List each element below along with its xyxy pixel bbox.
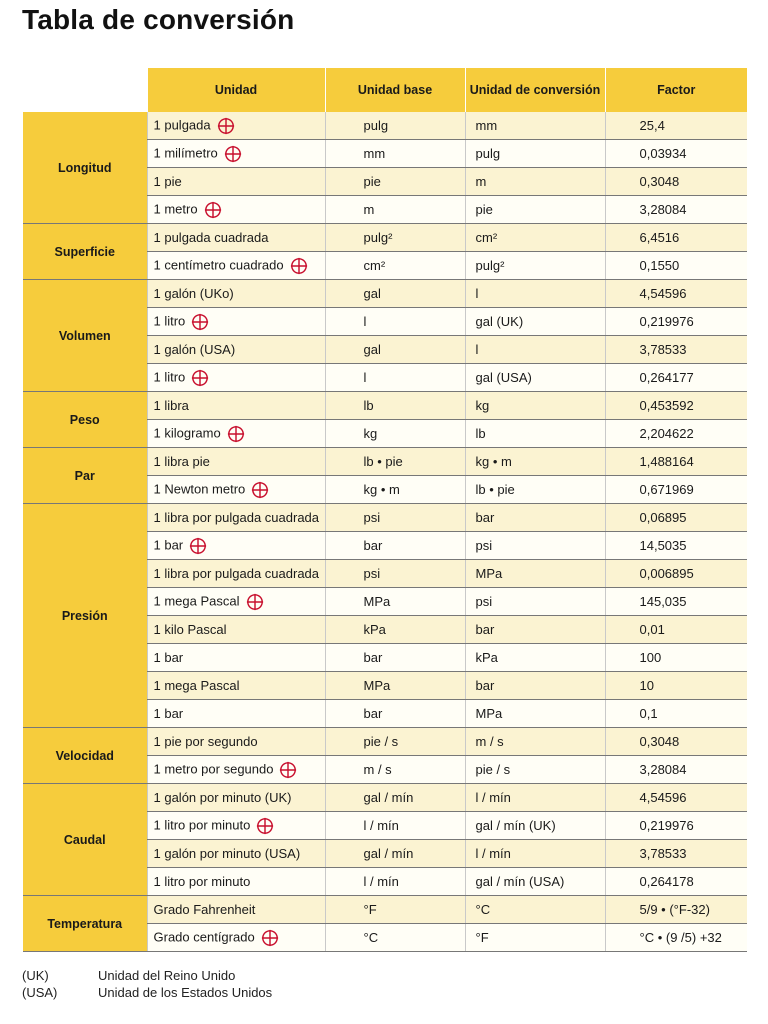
unit-cell xyxy=(147,196,325,224)
crosshair-icon xyxy=(256,817,274,835)
factor-cell: 3,78533 xyxy=(605,336,747,364)
factor-cell: 14,5035 xyxy=(605,532,747,560)
crosshair-icon xyxy=(246,593,264,611)
base-unit-cell: bar xyxy=(325,644,465,672)
factor-cell: 0,219976 xyxy=(605,308,747,336)
conversion-unit-cell: m xyxy=(465,168,605,196)
unit-cell xyxy=(147,700,325,728)
factor-cell: 0,06895 xyxy=(605,504,747,532)
unit-label: 1 mega Pascal xyxy=(153,678,240,693)
base-unit-cell: psi xyxy=(325,504,465,532)
table-row xyxy=(23,896,747,924)
category-cell: Par xyxy=(23,448,147,504)
conversion-table xyxy=(23,68,747,952)
conversion-unit-cell: l / mín xyxy=(465,784,605,812)
crosshair-icon xyxy=(217,117,235,135)
unit-cell xyxy=(147,168,325,196)
base-unit-cell: mm xyxy=(325,140,465,168)
conversion-unit-cell: gal (USA) xyxy=(465,364,605,392)
conversion-unit-cell: gal (UK) xyxy=(465,308,605,336)
unit-cell xyxy=(147,392,325,420)
header-base-unit: Unidad base xyxy=(325,68,465,112)
unit-label: 1 litro por minuto xyxy=(153,816,251,832)
unit-label: 1 pulgada xyxy=(153,116,211,132)
conversion-unit-cell: bar xyxy=(465,616,605,644)
unit-cell xyxy=(147,924,325,952)
factor-cell: 0,264177 xyxy=(605,364,747,392)
factor-cell: 0,1550 xyxy=(605,252,747,280)
unit-cell xyxy=(147,616,325,644)
unit-cell xyxy=(147,644,325,672)
crosshair-icon xyxy=(189,537,207,555)
base-unit-cell: lb • pie xyxy=(325,448,465,476)
table-row xyxy=(23,784,747,812)
unit-cell xyxy=(147,560,325,588)
base-unit-cell: pie xyxy=(325,168,465,196)
base-unit-cell: gal / mín xyxy=(325,784,465,812)
conversion-unit-cell: pie / s xyxy=(465,756,605,784)
unit-label: 1 galón por minuto (USA) xyxy=(153,846,301,861)
category-cell: Longitud xyxy=(23,112,147,224)
unit-cell xyxy=(147,364,325,392)
unit-label: 1 libra pie xyxy=(153,454,210,469)
unit-label: 1 litro xyxy=(153,368,186,384)
unit-cell xyxy=(147,896,325,924)
unit-label: 1 galón (USA) xyxy=(153,342,236,357)
table-row xyxy=(23,112,747,140)
crosshair-icon xyxy=(204,201,222,219)
base-unit-cell: l xyxy=(325,364,465,392)
table-row xyxy=(23,392,747,420)
conversion-unit-cell: psi xyxy=(465,532,605,560)
unit-label: 1 libra por pulgada cuadrada xyxy=(153,566,320,581)
factor-cell: 0,671969 xyxy=(605,476,747,504)
unit-label: 1 litro xyxy=(153,312,186,328)
unit-label: 1 centímetro cuadrado xyxy=(153,256,284,272)
base-unit-cell: pie / s xyxy=(325,728,465,756)
unit-label: 1 bar xyxy=(153,536,184,552)
footnote xyxy=(22,968,235,983)
conversion-unit-cell: °C xyxy=(465,896,605,924)
factor-cell: 4,54596 xyxy=(605,280,747,308)
unit-cell xyxy=(147,504,325,532)
unit-cell xyxy=(147,532,325,560)
base-unit-cell: kg • m xyxy=(325,476,465,504)
unit-label: 1 mega Pascal xyxy=(153,592,240,608)
unit-label: Grado centígrado xyxy=(153,928,255,944)
base-unit-cell: cm² xyxy=(325,252,465,280)
factor-cell: 2,204622 xyxy=(605,420,747,448)
unit-cell xyxy=(147,420,325,448)
factor-cell: 0,219976 xyxy=(605,812,747,840)
factor-cell: 25,4 xyxy=(605,112,747,140)
factor-cell: °C • (9 /5) +32 xyxy=(605,924,747,952)
unit-cell xyxy=(147,252,325,280)
unit-cell xyxy=(147,588,325,616)
factor-cell: 3,78533 xyxy=(605,840,747,868)
category-cell: Superficie xyxy=(23,224,147,280)
conversion-unit-cell: kg xyxy=(465,392,605,420)
unit-cell xyxy=(147,812,325,840)
factor-cell: 5/9 • (°F-32) xyxy=(605,896,747,924)
table-row xyxy=(23,504,747,532)
footnote-abbr: (UK) xyxy=(22,968,49,983)
page-title: Tabla de conversión xyxy=(22,4,295,35)
conversion-unit-cell: kPa xyxy=(465,644,605,672)
unit-label: 1 galón (UKo) xyxy=(153,286,234,301)
base-unit-cell: m xyxy=(325,196,465,224)
unit-label: 1 kilo Pascal xyxy=(153,622,227,637)
unit-label: 1 pie por segundo xyxy=(153,734,258,749)
base-unit-cell: pulg² xyxy=(325,224,465,252)
conversion-unit-cell: psi xyxy=(465,588,605,616)
crosshair-icon xyxy=(224,145,242,163)
unit-label: 1 milímetro xyxy=(153,144,218,160)
table-row xyxy=(23,448,747,476)
conversion-unit-cell: °F xyxy=(465,924,605,952)
crosshair-icon xyxy=(290,257,308,275)
factor-cell: 3,28084 xyxy=(605,756,747,784)
footnote-abbr: (USA) xyxy=(22,985,58,1000)
factor-cell: 0,3048 xyxy=(605,728,747,756)
unit-cell xyxy=(147,868,325,896)
factor-cell: 6,4516 xyxy=(605,224,747,252)
base-unit-cell: °F xyxy=(325,896,465,924)
category-cell: Peso xyxy=(23,392,147,448)
footnote xyxy=(22,985,272,1000)
unit-label: 1 pulgada cuadrada xyxy=(153,230,269,245)
footnote-text: Unidad de los Estados Unidos xyxy=(98,985,273,1000)
table-row xyxy=(23,224,747,252)
factor-cell: 0,03934 xyxy=(605,140,747,168)
category-cell: Volumen xyxy=(23,280,147,392)
conversion-unit-cell: mm xyxy=(465,112,605,140)
conversion-unit-cell: l / mín xyxy=(465,840,605,868)
conversion-unit-cell: l xyxy=(465,280,605,308)
base-unit-cell: l / mín xyxy=(325,812,465,840)
unit-cell xyxy=(147,756,325,784)
base-unit-cell: bar xyxy=(325,532,465,560)
unit-label: 1 Newton metro xyxy=(153,480,246,496)
base-unit-cell: MPa xyxy=(325,588,465,616)
factor-cell: 0,01 xyxy=(605,616,747,644)
unit-label: Grado Fahrenheit xyxy=(153,902,256,917)
base-unit-cell: bar xyxy=(325,700,465,728)
base-unit-cell: kg xyxy=(325,420,465,448)
category-cell: Velocidad xyxy=(23,728,147,784)
conversion-unit-cell: bar xyxy=(465,672,605,700)
conversion-unit-cell: lb • pie xyxy=(465,476,605,504)
unit-cell xyxy=(147,308,325,336)
factor-cell: 0,1 xyxy=(605,700,747,728)
conversion-unit-cell: gal / mín (UK) xyxy=(465,812,605,840)
unit-cell xyxy=(147,336,325,364)
factor-cell: 145,035 xyxy=(605,588,747,616)
base-unit-cell: MPa xyxy=(325,672,465,700)
base-unit-cell: l xyxy=(325,308,465,336)
crosshair-icon xyxy=(279,761,297,779)
table-row xyxy=(23,728,747,756)
conversion-unit-cell: pulg xyxy=(465,140,605,168)
conversion-unit-cell: kg • m xyxy=(465,448,605,476)
unit-cell xyxy=(147,476,325,504)
unit-label: 1 libra por pulgada cuadrada xyxy=(153,510,320,525)
unit-cell xyxy=(147,784,325,812)
unit-cell xyxy=(147,448,325,476)
crosshair-icon xyxy=(261,929,279,947)
conversion-unit-cell: MPa xyxy=(465,560,605,588)
base-unit-cell: gal / mín xyxy=(325,840,465,868)
table-row xyxy=(23,280,747,308)
factor-cell: 100 xyxy=(605,644,747,672)
unit-label: 1 pie xyxy=(153,174,182,189)
factor-cell: 0,006895 xyxy=(605,560,747,588)
table-header-row xyxy=(23,68,747,112)
unit-cell xyxy=(147,280,325,308)
conversion-unit-cell: bar xyxy=(465,504,605,532)
factor-cell: 3,28084 xyxy=(605,196,747,224)
unit-cell xyxy=(147,112,325,140)
conversion-unit-cell: m / s xyxy=(465,728,605,756)
base-unit-cell: m / s xyxy=(325,756,465,784)
base-unit-cell: pulg xyxy=(325,112,465,140)
base-unit-cell: psi xyxy=(325,560,465,588)
base-unit-cell: gal xyxy=(325,336,465,364)
crosshair-icon xyxy=(191,313,209,331)
factor-cell: 1,488164 xyxy=(605,448,747,476)
unit-cell xyxy=(147,672,325,700)
crosshair-icon xyxy=(227,425,245,443)
unit-label: 1 libra xyxy=(153,398,189,413)
footnote-text: Unidad del Reino Unido xyxy=(98,968,236,983)
unit-cell xyxy=(147,728,325,756)
unit-label: 1 kilogramo xyxy=(153,424,221,440)
conversion-unit-cell: pie xyxy=(465,196,605,224)
base-unit-cell: l / mín xyxy=(325,868,465,896)
header-unit: Unidad xyxy=(147,68,325,112)
crosshair-icon xyxy=(191,369,209,387)
unit-cell xyxy=(147,840,325,868)
base-unit-cell: gal xyxy=(325,280,465,308)
unit-label: 1 metro por segundo xyxy=(153,760,274,776)
factor-cell: 0,3048 xyxy=(605,168,747,196)
header-conversion-unit: Unidad de conversión xyxy=(465,68,605,112)
crosshair-icon xyxy=(251,481,269,499)
header-blank xyxy=(23,68,147,112)
category-cell: Temperatura xyxy=(23,896,147,952)
conversion-unit-cell: pulg² xyxy=(465,252,605,280)
header-factor: Factor xyxy=(605,68,747,112)
factor-cell: 4,54596 xyxy=(605,784,747,812)
base-unit-cell: lb xyxy=(325,392,465,420)
base-unit-cell: °C xyxy=(325,924,465,952)
conversion-unit-cell: lb xyxy=(465,420,605,448)
unit-label: 1 bar xyxy=(153,650,184,665)
table-body xyxy=(23,112,747,952)
conversion-unit-cell: gal / mín (USA) xyxy=(465,868,605,896)
factor-cell: 10 xyxy=(605,672,747,700)
category-cell: Presión xyxy=(23,504,147,728)
factor-cell: 0,264178 xyxy=(605,868,747,896)
conversion-unit-cell: cm² xyxy=(465,224,605,252)
conversion-unit-cell: l xyxy=(465,336,605,364)
unit-label: 1 bar xyxy=(153,706,184,721)
unit-cell xyxy=(147,224,325,252)
base-unit-cell: kPa xyxy=(325,616,465,644)
factor-cell: 0,453592 xyxy=(605,392,747,420)
unit-label: 1 galón por minuto (UK) xyxy=(153,790,292,805)
unit-cell xyxy=(147,140,325,168)
unit-label: 1 metro xyxy=(153,200,198,216)
unit-label: 1 litro por minuto xyxy=(153,874,251,889)
category-cell: Caudal xyxy=(23,784,147,896)
conversion-unit-cell: MPa xyxy=(465,700,605,728)
